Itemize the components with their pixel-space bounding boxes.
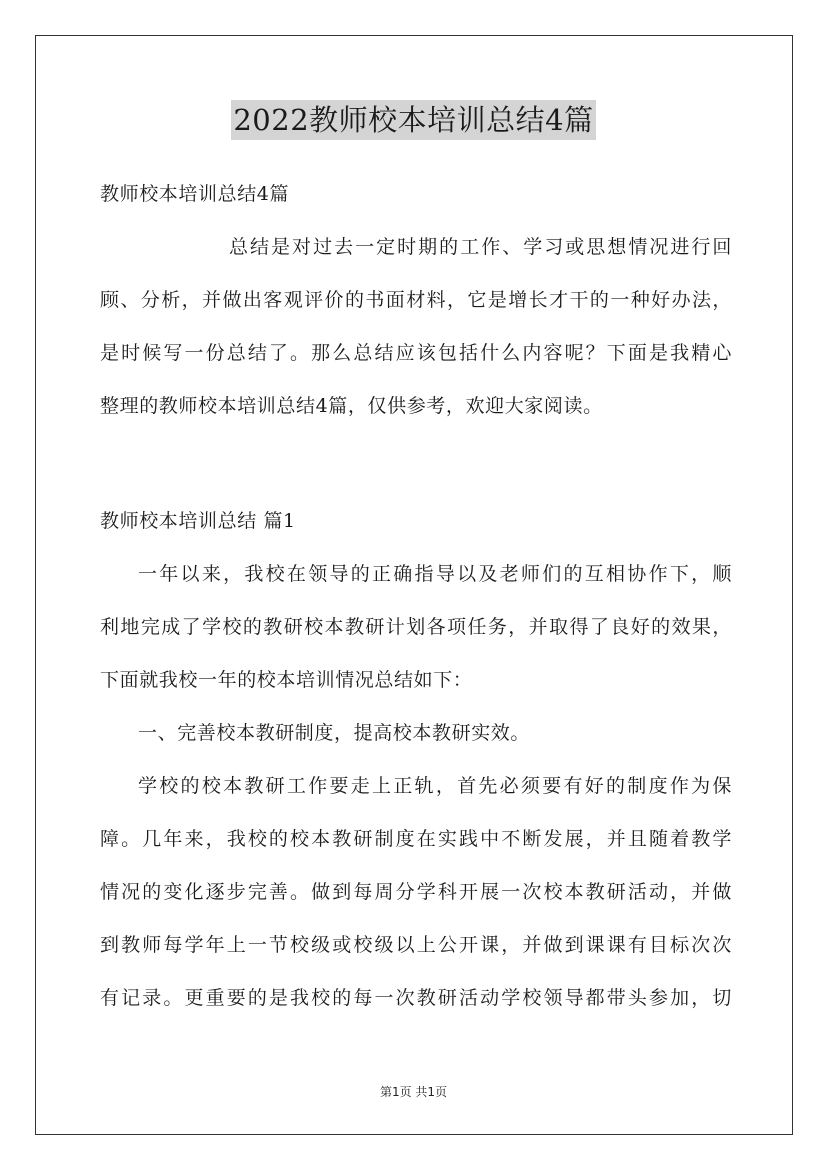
document-subtitle: 教师校本培训总结4篇	[100, 183, 290, 205]
paragraph-line: 有记录。更重要的是我校的每一次教研活动学校领导都带头参加，切	[100, 987, 732, 1009]
paragraph-line: 一年以来，我校在领导的正确指导以及老师们的互相协作下，顺	[138, 563, 732, 585]
paragraph-line: 学校的校本教研工作要走上正轨，首先必须要有好的制度作为保	[138, 775, 732, 797]
paragraph-line: 下面就我校一年的校本培训情况总结如下：	[100, 669, 473, 691]
intro-line: 是时候写一份总结了。那么总结应该包括什么内容呢？下面是我精心	[100, 342, 732, 364]
intro-line: 总结是对过去一定时期的工作、学习或思想情况进行回	[229, 236, 732, 258]
paragraph-line: 障。几年来，我校的校本教研制度在实践中不断发展，并且随着教学	[100, 828, 732, 850]
intro-line: 顾、分析，并做出客观评价的书面材料，它是增长才干的一种好办法，	[100, 289, 732, 311]
document-body	[100, 168, 732, 1025]
paragraph-line: 情况的变化逐步完善。做到每周分学科开展一次校本教研活动，并做	[100, 881, 732, 903]
paragraph-line: 到教师每学年上一节校级或校级以上公开课，并做到课课有目标次次	[100, 934, 732, 956]
intro-line: 整理的教师校本培训总结4篇，仅供参考，欢迎大家阅读。	[100, 395, 603, 417]
paragraph-gap	[100, 433, 732, 495]
section-heading: 教师校本培训总结 篇1	[100, 510, 296, 532]
point-heading: 一、完善校本教研制度，提高校本教研实效。	[138, 722, 531, 744]
document-title: 2022教师校本培训总结4篇	[231, 100, 595, 140]
paragraph-line: 利地完成了学校的教研校本教研计划各项任务，并取得了良好的效果，	[100, 616, 732, 638]
title-area	[0, 100, 827, 140]
page-footer: 第1页 共1页	[379, 1085, 448, 1099]
